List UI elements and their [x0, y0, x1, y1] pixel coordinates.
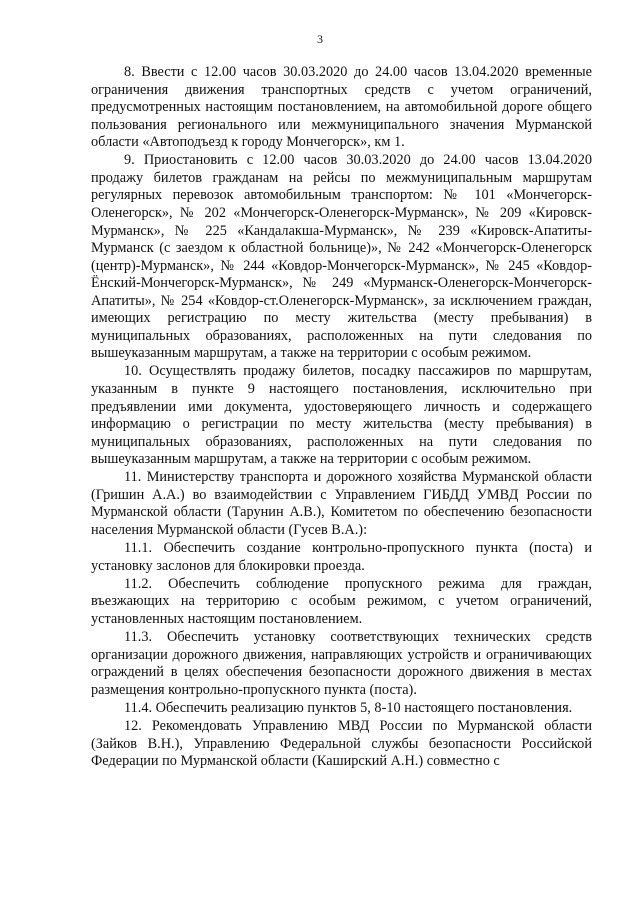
paragraph-12: 12. Рекомендовать Управлению МВД России по Мурманской области (Зайков В.Н.), Управлению Федеральной службы безопасности Российской Федерации по Мурманской области (Каширский А.Н.) совместно с [91, 717, 592, 770]
paragraph-11-1: 11.1. Обеспечить создание контрольно-пропускного пункта (поста) и установку заслонов для блокировки проезда. [91, 540, 592, 574]
paragraph-9: 9. Приостановить с 12.00 часов 30.03.2020 до 24.00 часов 13.04.2020 продажу билетов гражданам на рейсы по межмуниципальным маршрутам регулярных перевозок автомобильным транспортом: № 101 «Мончегорск-Оленегорск», № 202 «Мончегорск-Оленегорск-Мурманск», № 209 «Кировск-Мурманск», № 225 «Кандалакша-Мурманск», № 239 «Кировск-Апатиты-Мурманск (с заездом к областной больнице)», № 242 «Мончегорск-Оленегорск (центр)-Мурманск», № 244 «Ковдор-Мончегорск-Мурманск», № 245 «Ковдор-Ёнский-Мончегорск-Мурманск», № 249 «Мурманск-Оленегорск-Мончегорск-Апатиты», № 254 «Ковдор-ст.Оленегорск-Мурманск», за исключением граждан, имеющих регистрацию по месту жительства (месту пребывания) в муниципальных образованиях, расположенных на пути следования по вышеуказанным маршрутам, а также на территории с особым режимом. [91, 152, 592, 362]
paragraph-11-2: 11.2. Обеспечить соблюдение пропускного режима для граждан, въезжающих на территорию с особым режимом, с учетом ограничений, установленных настоящим постановлением. [91, 575, 592, 627]
document-body [91, 64, 592, 771]
page-number: 3 [317, 32, 323, 46]
paragraph-10: 10. Осуществлять продажу билетов, посадку пассажиров по маршрутам, указанным в пункте 9 настоящего постановления, исключительно при предъявлении ими документа, удостоверяющего личность и содержащего информацию о регистрации по месту жительства (месту пребывания) в муниципальных образованиях, расположенных на пути следования по вышеуказанным маршрутам, а также на территории с особым режимом. [91, 363, 592, 468]
paragraph-11-4: 11.4. Обеспечить реализацию пунктов 5, 8-10 настоящего постановления. [124, 699, 573, 716]
paragraph-11: 11. Министерству транспорта и дорожного хозяйства Мурманской области (Гришин А.А.) во взаимодействии с Управлением ГИБДД УМВД России по Мурманской области (Тарунин А.В.), Комитетом по обеспечению безопасности населения Мурманской области (Гусев В.А.): [91, 469, 592, 538]
paragraph-11-3: 11.3. Обеспечить установку соответствующих технических средств организации дорожного движения, направляющих устройств и ограничивающих ограждений в целях обеспечения безопасности дорожного движения в местах размещения контрольно-пропускного пункта (поста). [91, 629, 592, 698]
paragraph-8: 8. Ввести с 12.00 часов 30.03.2020 до 24.00 часов 13.04.2020 временные ограничения движения транспортных средств с учетом ограничений, предусмотренных настоящим постановлением, на автомобильной дороге общего пользования регионального или межмуниципального значения Мурманской области «Автоподъезд к городу Мончегорск», км 1. [91, 64, 592, 151]
